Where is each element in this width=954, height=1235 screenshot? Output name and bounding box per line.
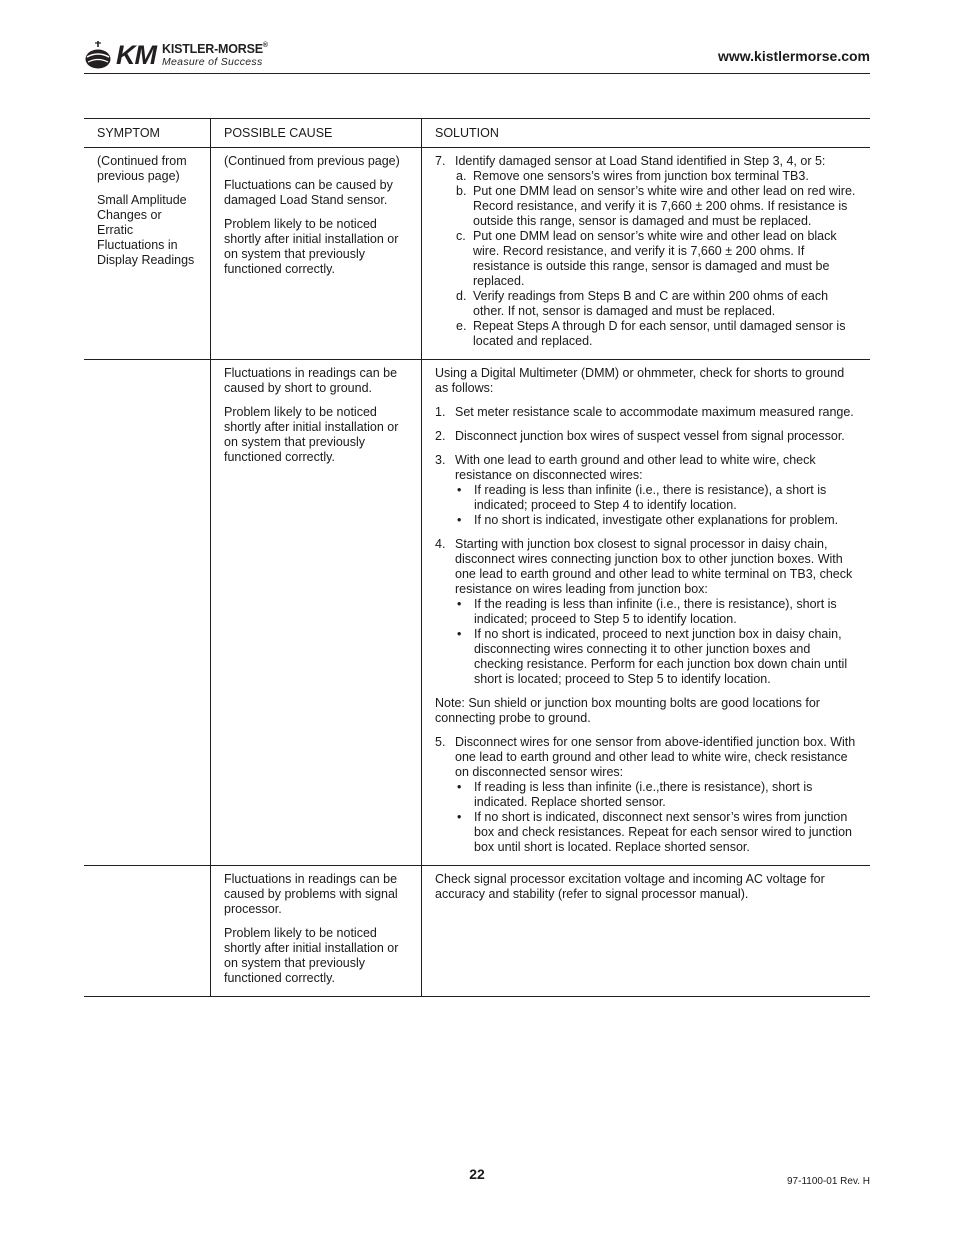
cause-text: Problem likely to be noticed shortly after initial installation or on system that previously functioned correctly. bbox=[224, 405, 399, 464]
symptom-cell bbox=[84, 866, 211, 997]
step-body bbox=[455, 453, 857, 528]
sub-step-letter: a. bbox=[456, 169, 467, 183]
step-text: Disconnect junction box wires of suspect vessel from signal processor. bbox=[455, 429, 845, 443]
step-number: 3. bbox=[435, 453, 446, 467]
solution-text: Check signal processor excitation voltage and incoming AC voltage for accuracy and stability (refer to signal processor manual). bbox=[435, 872, 825, 901]
cause-cell bbox=[211, 360, 422, 866]
bullet-text: If reading is less than infinite (i.e., there is resistance), a short is indicated; proceed to Step 4 to identify location. bbox=[474, 483, 827, 512]
sub-step-letter: b. bbox=[456, 184, 467, 198]
solution-step bbox=[435, 735, 857, 855]
solution-step bbox=[435, 453, 857, 528]
sub-step-text: Verify readings from Steps B and C are within 200 ohms of each other. If not, sensor is damaged and must be replaced. bbox=[473, 289, 829, 318]
header-possible-cause: POSSIBLE CAUSE bbox=[211, 119, 422, 148]
sub-step bbox=[455, 169, 857, 184]
step-number: 5. bbox=[435, 735, 446, 749]
company-logo bbox=[84, 38, 268, 72]
cause-text: Fluctuations in readings can be caused by short to ground. bbox=[224, 366, 398, 395]
logo-wordmark bbox=[162, 43, 268, 67]
solution-step bbox=[435, 405, 857, 420]
step-text: With one lead to earth ground and other lead to white wire, check resistance on disconnected wires: bbox=[455, 453, 816, 482]
document-revision: 97-1100-01 Rev. H bbox=[786, 1176, 870, 1187]
step-text: Identify damaged sensor at Load Stand identified in Step 3, 4, or 5: bbox=[455, 154, 826, 168]
step-body bbox=[455, 537, 857, 687]
registered-mark: ® bbox=[262, 42, 268, 49]
step-number: 2. bbox=[435, 429, 446, 443]
page-number: 22 bbox=[469, 1166, 485, 1182]
sub-step bbox=[455, 319, 857, 349]
sub-step-text: Remove one sensors’s wires from junction box terminal TB3. bbox=[473, 169, 809, 183]
km-logo-icon bbox=[84, 40, 112, 70]
troubleshooting-table bbox=[84, 118, 870, 997]
step-text: Starting with junction box closest to signal processor in daisy chain, disconnect wires connecting junction box to other junction boxes. With one lead to earth ground and other lead to white terminal on TB3, check resistance on wires leading from junction box: bbox=[455, 537, 853, 596]
step-body bbox=[455, 405, 857, 420]
sub-step-text: Put one DMM lead on sensor’s white wire and other lead on red wire. Record resistance, and verify it is 7,660 ± 200 ohms. If resistance is outside this range, sensor is damaged and must be replaced. bbox=[473, 184, 856, 228]
cause-text: Fluctuations can be caused by damaged Load Stand sensor. bbox=[224, 178, 393, 207]
bullet-text: If no short is indicated, proceed to next junction box in daisy chain, disconnecting wires connecting it to other junction boxes and checking resistance. Perform for each junction box down chain until short is located; proceed to Step 5 to identify location. bbox=[474, 627, 848, 686]
bullet-icon: • bbox=[457, 627, 462, 641]
sub-step bbox=[455, 184, 857, 229]
symptom-cell bbox=[84, 360, 211, 866]
page-header bbox=[84, 36, 870, 74]
header-solution: SOLUTION bbox=[422, 119, 871, 148]
solution-cell bbox=[422, 360, 871, 866]
table-row bbox=[84, 148, 870, 360]
bullet-item bbox=[455, 597, 857, 627]
step-text: Disconnect wires for one sensor from above-identified junction box. With one lead to earth ground and other lead to white wire, check resistance on disconnected sensor wires: bbox=[455, 735, 856, 779]
sub-step-letter: c. bbox=[456, 229, 466, 243]
solution-step bbox=[435, 537, 857, 687]
bullet-icon: • bbox=[457, 483, 462, 497]
sub-step bbox=[455, 229, 857, 289]
step-number: 1. bbox=[435, 405, 446, 419]
cause-text: Problem likely to be noticed shortly after initial installation or on system that previously functioned correctly. bbox=[224, 926, 399, 985]
solution-cell bbox=[422, 148, 871, 360]
cause-text: (Continued from previous page) bbox=[224, 154, 400, 168]
cause-cell bbox=[211, 148, 422, 360]
table-header-row bbox=[84, 119, 870, 148]
step-number: 4. bbox=[435, 537, 446, 551]
step-text: Set meter resistance scale to accommodate maximum measured range. bbox=[455, 405, 854, 419]
sub-step-text: Repeat Steps A through D for each sensor, until damaged sensor is located and replaced. bbox=[473, 319, 846, 348]
bullet-icon: • bbox=[457, 780, 462, 794]
table-body bbox=[84, 148, 870, 997]
bullet-item bbox=[455, 483, 857, 513]
symptom-text: Small Amplitude Changes or Erratic Fluctuations in Display Readings bbox=[97, 193, 195, 267]
bullet-text: If the reading is less than infinite (i.e., there is resistance), short is indicated; proceed to Step 5 to identify location. bbox=[474, 597, 837, 626]
bullet-icon: • bbox=[457, 810, 462, 824]
cause-text: Fluctuations in readings can be caused by problems with signal processor. bbox=[224, 872, 398, 916]
bullet-icon: • bbox=[457, 597, 462, 611]
company-tagline: Measure of Success bbox=[162, 55, 263, 68]
cause-cell bbox=[211, 866, 422, 997]
bullet-item bbox=[455, 780, 857, 810]
sub-step-letter: e. bbox=[456, 319, 467, 333]
solution-step bbox=[435, 154, 857, 349]
solution-text: Note: Sun shield or junction box mounting bolts are good locations for connecting probe to ground. bbox=[435, 696, 820, 725]
solution-step bbox=[435, 429, 857, 444]
table-row bbox=[84, 866, 870, 997]
bullet-text: If no short is indicated, investigate other explanations for problem. bbox=[474, 513, 839, 527]
company-name: KISTLER-MORSE® bbox=[162, 42, 268, 56]
step-body bbox=[455, 735, 857, 855]
bullet-item bbox=[455, 513, 857, 528]
logo-letters: KM bbox=[116, 39, 156, 70]
bullet-item bbox=[455, 810, 857, 855]
step-body bbox=[455, 154, 857, 349]
sub-step bbox=[455, 289, 857, 319]
bullet-text: If reading is less than infinite (i.e.,there is resistance), short is indicated. Replace shorted sensor. bbox=[474, 780, 813, 809]
solution-text: Using a Digital Multimeter (DMM) or ohmmeter, check for shorts to ground as follows: bbox=[435, 366, 845, 395]
header-symptom: SYMPTOM bbox=[84, 119, 211, 148]
bullet-icon: • bbox=[457, 513, 462, 527]
sub-step-text: Put one DMM lead on sensor’s white wire and other lead on black wire. Record resistance, and verify it is 7,660 ± 200 ohms. If resistance is outside this range, sensor is damaged and must be replaced. bbox=[473, 229, 837, 288]
sub-step-letter: d. bbox=[456, 289, 467, 303]
step-body bbox=[455, 429, 857, 444]
website-link[interactable]: www.kistlermorse.com bbox=[718, 48, 870, 64]
cause-text: Problem likely to be noticed shortly after initial installation or on system that previously functioned correctly. bbox=[224, 217, 399, 276]
step-number: 7. bbox=[435, 154, 446, 168]
solution-cell bbox=[422, 866, 871, 997]
table-row bbox=[84, 360, 870, 866]
bullet-item bbox=[455, 627, 857, 687]
symptom-text: (Continued from previous page) bbox=[97, 154, 187, 183]
symptom-cell bbox=[84, 148, 211, 360]
bullet-text: If no short is indicated, disconnect next sensor’s wires from junction box and check resistances. Repeat for each sensor wired to junction box until short is located. Replace shorted sensor. bbox=[474, 810, 852, 854]
